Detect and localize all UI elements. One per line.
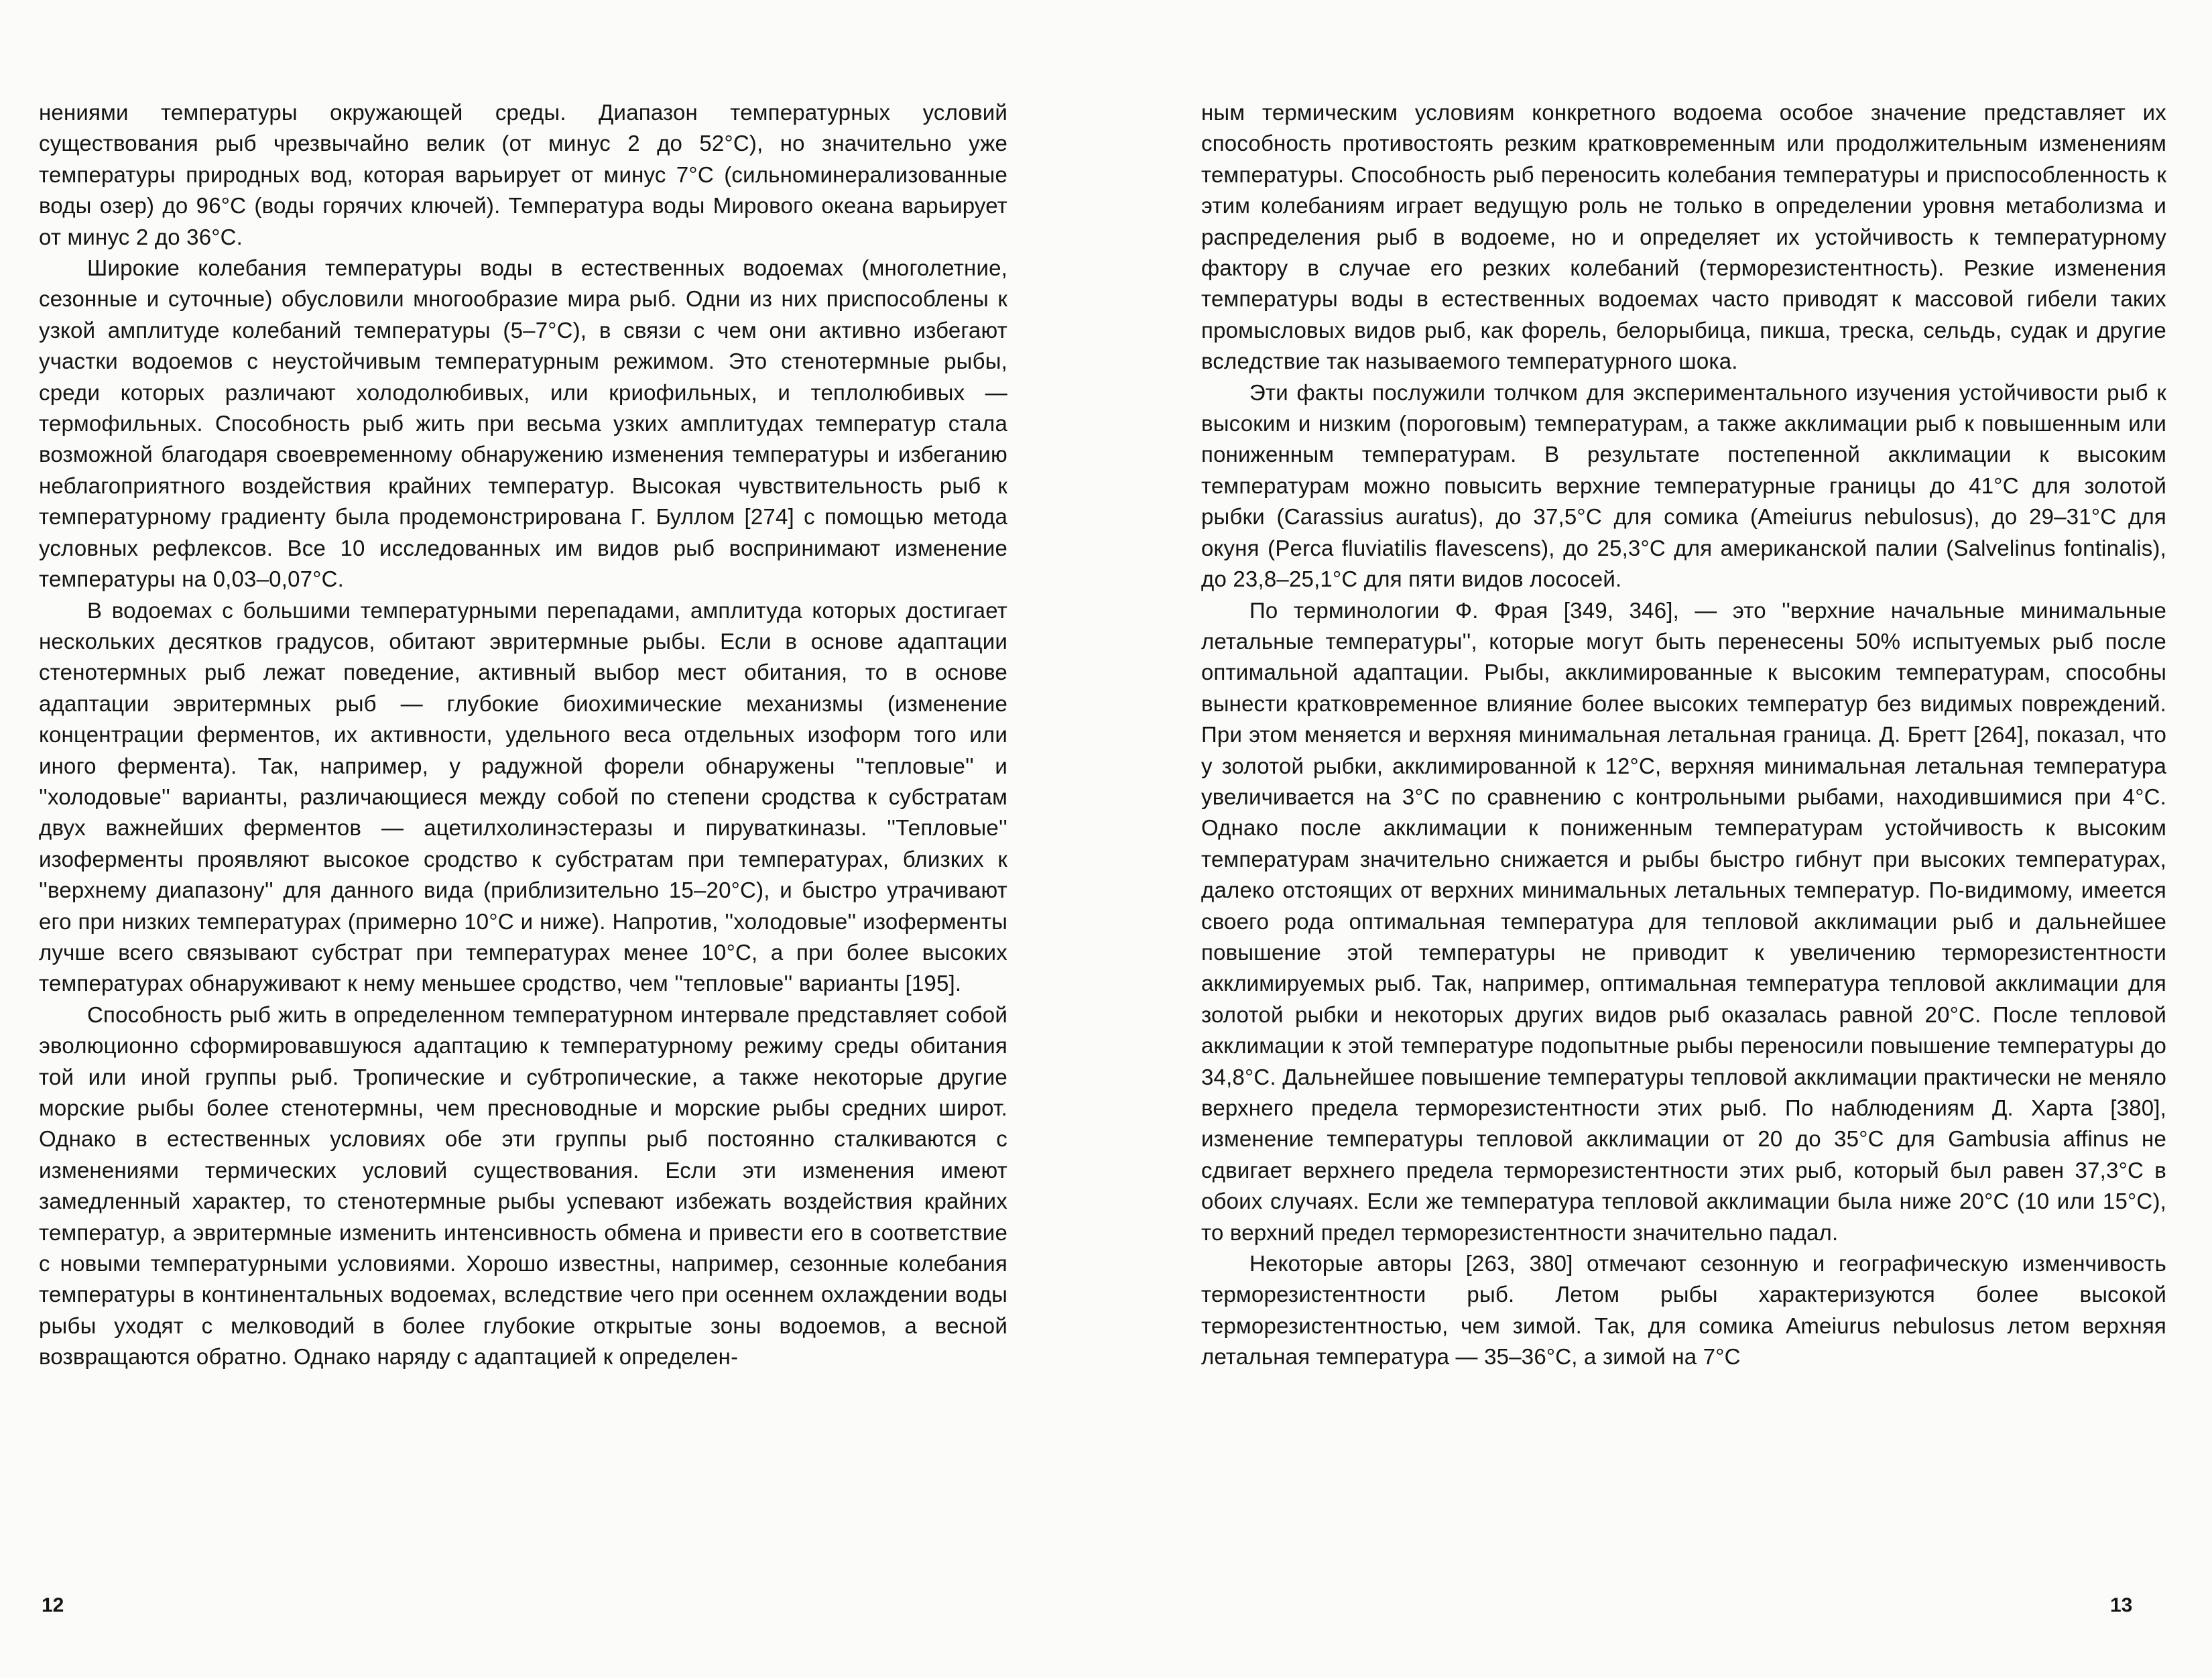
paragraph: Некоторые авторы [263, 380] отмечают сезонную и географическую изменчивость терморезистентности рыб. Летом рыбы характеризуются более высокой терморезистентностью, чем зимой. Так, для сомика Ameiurus nebulosus летом верхняя летальная температура — 35–36°С, а зимой на 7°С [1201, 1251, 2166, 1370]
right-page-text [1201, 97, 2166, 1373]
paragraph: По терминологии Ф. Фрая [349, 346], — это ''верхние начальные минимальные летальные температуры'', которые могут быть перенесены 50% испытуемых рыб после оптимальной адаптации. Рыбы, акклимированные к высоким температурам, способны вынести кратковременное влияние более высоких температур без видимых повреждений. При этом меняется и верхняя минимальная летальная граница. Д. Бретт [264], показал, что у золотой рыбки, акклимированной к 12°С, верхняя минимальная летальная температура увеличивается на 3°С по сравнению с контрольными рыбами, находившимися при 4°С. Однако после акклимации к пониженным температурам устойчивость к высоким температурам значительно снижается и рыбы быстро гибнут при высоких температурах, далеко отстоящих от верхних минимальных летальных температур. По-видимому, имеется своего рода оптимальная температура для тепловой акклимации рыб и дальнейшее повышение этой температуры не приводит к увеличению терморезистентности акклимируемых рыб. Так, например, оптимальная температура тепловой акклимации для золотой рыбки и некоторых других видов рыб оказалась равной 20°С. После тепловой акклимации к этой температуре подопытные рыбы переносили повышение температуры до 34,8°С. Дальнейшее повышение температуры тепловой акклимации практически не меняло верхнего предела терморезистентности этих рыб. По наблюдениям Д. Харта [380], изменение температуры тепловой акклимации от 20 до 35°С для Gambusia affinus не сдвигает верхнего предела терморезистентности этих рыб, который был равен 37,3°С в обоих случаях. Если же температура тепловой акклимации была ниже 20°С (10 или 15°С), то верхний предел терморезистентности значительно падал. [1201, 597, 2166, 1245]
paragraph: В водоемах с большими температурными перепадами, амплитуда которых достигает нескольких десятков градусов, обитают эвритермные рыбы. Если в основе адаптации стенотермных рыб лежат поведение, активный выбор мест обитания, то в основе адаптации эвритермных рыб — глубокие биохимические механизмы (изменение концентрации ферментов, их активности, удельного веса отдельных изоформ того или иного фермента). Так, например, у радужной форели обнаружены ''тепловые'' и ''холодовые'' варианты, различающиеся между собой по степени сродства к субстратам двух важнейших ферментов — ацетилхолинэстеразы и пируваткиназы. ''Тепловые'' изоферменты проявляют высокое сродство к субстратам при температурах, близких к ''верхнему диапазону'' для данного вида (приблизительно 15–20°С), и быстро утрачивают его при низких температурах (примерно 10°С и ниже). Напротив, ''холодовые'' изоферменты лучше всего связывают субстрат при температурах менее 10°С, а при более высоких температурах обнаруживают к нему меньшее сродство, чем ''тепловые'' варианты [195]. [39, 597, 1007, 996]
page-number: 13 [2110, 1594, 2133, 1616]
paragraph: Способность рыб жить в определенном температурном интервале представляет собой эволюционно сформировавшуюся адаптацию к температурному режиму среды обитания той или иной группы рыб. Тропические и субтропические, а также некоторые другие морские рыбы более стенотермны, чем пресноводные и морские рыбы средних широт. Однако в естественных условиях обе эти группы рыб постоянно сталкиваются с изменениями термических условий существования. Если эти изменения имеют замедленный характер, то стенотермные рыбы успевают избежать воздействия крайних температур, а эвритермные изменить интенсивность обмена и привести его в соответствие с новыми температурными условиями. Хорошо известны, например, сезонные колебания температуры в континентальных водоемах, вследствие чего при осеннем охлаждении воды рыбы уходят с мелководий в более глубокие открытые зоны водоемов, а весной возвращаются обратно. Однако наряду с адаптацией к определен- [39, 1002, 1007, 1370]
paragraph: Эти факты послужили толчком для экспериментального изучения устойчивости рыб к высоким и низким (пороговым) температурам, а также акклимации рыб к повышенным или пониженным температурам. В результате постепенной акклимации к высоким температурам можно повысить верхние температурные границы до 41°С для золотой рыбки (Carassius auratus), до 37,5°С для сомика (Ameiurus nebulosus), до 29–31°С для окуня (Perca fluviatilis flavescens), до 25,3°С для американской палии (Salvelinus fontinalis), до 23,8–25,1°С для пяти видов лососей. [1201, 379, 2166, 592]
paragraph: нениями температуры окружающей среды. Диапазон температурных условий существования рыб чрезвычайно велик (от минус 2 до 52°С), но значительно уже температуры природных вод, которая варьирует от минус 7°С (сильноминерализованные воды озер) до 96°С (воды горячих ключей). Температура воды Мирового океана варьирует от минус 2 до 36°С. [39, 100, 1007, 249]
paragraph: Широкие колебания температуры воды в естественных водоемах (многолетние, сезонные и суточные) обусловили многообразие мира рыб. Одни из них приспособлены к узкой амплитуде колебаний температуры (5–7°С), в связи с чем они активно избегают участки водоемов с неустойчивым температурным режимом. Это стенотермные рыбы, среди которых различают холодолюбивых, или криофильных, и теплолюбивых — термофильных. Способность рыб жить при весьма узких амплитудах температур стала возможной благодаря своевременному обнаружению изменения температуры и избеганию неблагоприятного воздействия крайних температур. Высокая чувствительность рыб к температурному градиенту была продемонстрирована Г. Буллом [274] с помощью метода условных рефлексов. Все 10 исследованных им видов рыб воспринимают изменение температуры на 0,03–0,07°С. [39, 255, 1007, 592]
paragraph: ным термическим условиям конкретного водоема особое значение представляет их способность противостоять резким кратковременным или продолжительным изменениям температуры. Способность рыб переносить колебания температуры и приспособленность к этим колебаниям играет ведущую роль не только в определении уровня метаболизма и распределения рыб в водоеме, но и определяет их устойчивость к температурному фактору в случае его резких колебаний (терморезистентность). Резкие изменения температуры воды в естественных водоемах часто приводят к массовой гибели таких промысловых видов рыб, как форель, белорыбица, пикша, треска, сельдь, судак и другие вследствие так называемого температурного шока. [1201, 100, 2166, 374]
left-page-text [39, 97, 1007, 1373]
right-page [1106, 0, 2212, 1678]
page-number: 12 [42, 1594, 64, 1616]
